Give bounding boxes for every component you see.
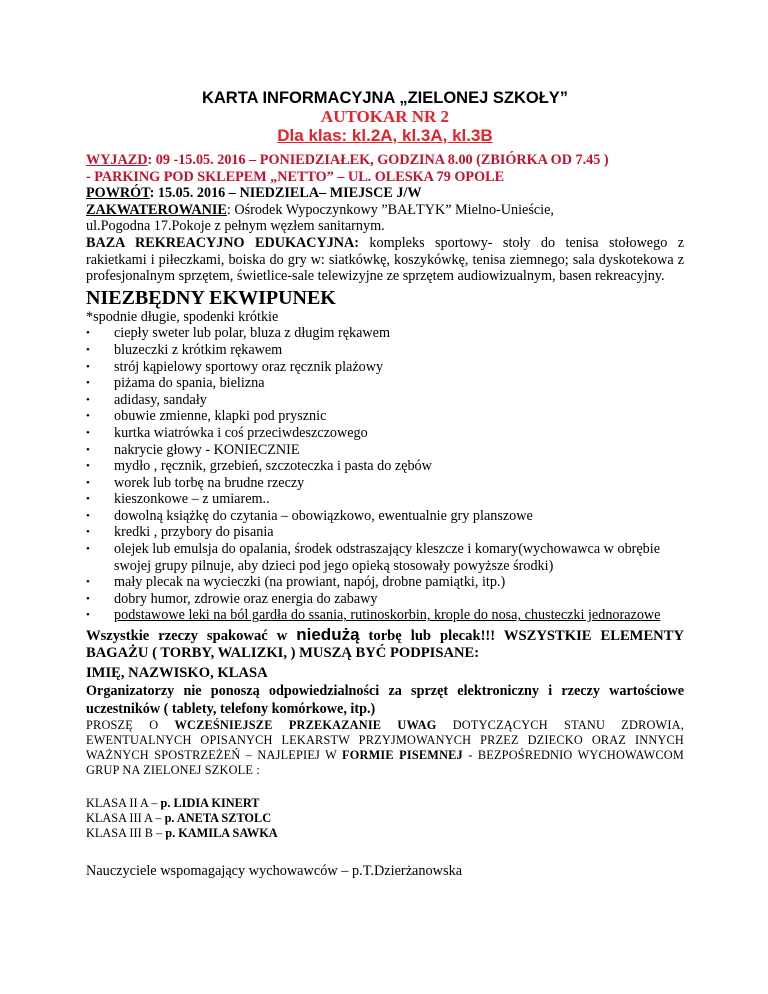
packing-emphasis: niedużą — [296, 625, 360, 645]
packing-post: torbę lub plecak!!! WSZYSTKIE ELEMENTY BAGAŻU ( TORBY, WALIZKI, ) MUSZĄ BYĆ PODPISANE: — [86, 628, 684, 662]
bullet-icon: • — [86, 393, 90, 406]
classes-line: Dla klas: kl.2A, kl.3A, kl.3B — [277, 126, 493, 145]
bullet-icon: • — [86, 592, 90, 605]
bullet-icon: • — [86, 493, 90, 506]
equipment-item — [86, 591, 684, 608]
equipment-item-text: adidasy, sandały — [114, 391, 207, 408]
equipment-item — [86, 475, 684, 492]
bullet-icon: • — [86, 410, 90, 423]
equipment-item — [86, 491, 684, 508]
equipment-heading: NIEZBĘDNY EKWIPUNEK — [86, 286, 336, 309]
teacher-name: p. KAMILA SAWKA — [165, 826, 278, 841]
bullet-icon: • — [86, 543, 90, 556]
equipment-item — [86, 541, 684, 574]
document-title: KARTA INFORMACYJNA „ZIELONEJ SZKOŁY” — [201, 89, 569, 107]
equipment-item — [86, 524, 684, 541]
liability-notice: Organizatorzy nie ponoszą odpowiedzialności za sprzęt elektroniczny i rzeczy wartościowe uczestników ( tablety, telefony komórkowe, itp.) — [86, 683, 684, 717]
class-label: KLASA III B – — [86, 826, 166, 841]
equipment-item-text: dobry humor, zdrowie oraz energia do zabawy — [114, 590, 378, 607]
equipment-item-text: piżama do spania, bielizna — [114, 375, 265, 392]
bullet-icon: • — [86, 377, 90, 390]
class-label: KLASA III A – — [86, 811, 165, 826]
equipment-item-text: obuwie zmienne, klapki pod prysznic — [114, 408, 327, 425]
request-bold: WCZEŚNIEJSZE PRZEKAZANIE UWAG — [174, 718, 437, 733]
bullet-icon: • — [86, 443, 90, 456]
equipment-item-text: dowolną książkę do czytania – obowiązkowo, ewentualnie gry planszowe — [114, 507, 533, 524]
equipment-item-text: bluzeczki z krótkim rękawem — [114, 341, 283, 358]
return-label: POWRÓT — [86, 185, 150, 202]
equipment-item — [86, 359, 684, 376]
accommodation-line — [86, 202, 684, 219]
bullet-icon: • — [86, 609, 90, 622]
packing-notice — [86, 626, 684, 663]
base-label: BAZA REKREACYJNO EDUKACYJNA: — [86, 234, 360, 251]
request-part1: PROSZĘ O — [86, 718, 175, 733]
equipment-item — [86, 325, 684, 342]
equipment-item-text: mały plecak na wycieczki (na prowiant, napój, drobne pamiątki, itp.) — [114, 574, 506, 591]
request-part2: DOTYCZĄCYCH STANU ZDROWIA, EWENTUALNYCH OPISANYCH LEKARSTW PRZYJMOWANYCH PRZEZ DZIECKO ORAZ INNYCH WAŻNYCH SPOSTRZEŻEŃ – NAJLEPIEJ W — [86, 718, 685, 763]
equipment-item-text: ciepły sweter lub polar, bluza z długim rękawem — [114, 325, 390, 342]
equipment-item-text: mydło , ręcznik, grzebień, szczoteczka i pasta do zębów — [114, 458, 432, 475]
equipment-item — [86, 342, 684, 359]
equipment-item-text: olejek lub emulsja do opalania, środek odstraszający kleszcze i komary(wychowawca w obrębie swojej grupy pilnuje, aby dzieci pod jego opieką stosowały powyższe środki) — [114, 541, 661, 574]
request-part3: - BEZPOŚREDNIO WYCHOWAWCOM GRUP NA ZIELONEJ SZKOLE : — [86, 748, 684, 778]
equipment-list — [86, 325, 684, 624]
equipment-item — [86, 607, 684, 624]
bullet-icon: • — [86, 426, 90, 439]
bullet-icon: • — [86, 526, 90, 539]
equipment-item — [86, 574, 684, 591]
equipment-item — [86, 508, 684, 525]
departure-line — [86, 152, 684, 169]
health-request — [86, 718, 684, 778]
accommodation-text: : Ośrodek Wypoczynkowy ”BAŁTYK” Mielno-Unieście, — [226, 201, 554, 218]
bullet-icon: • — [86, 509, 90, 522]
bullet-icon: • — [86, 476, 90, 489]
equipment-item — [86, 408, 684, 425]
bus-number: AUTOKAR NR 2 — [320, 107, 450, 126]
teacher-row — [86, 811, 684, 826]
equipment-item-text: podstawowe leki na ból gardła do ssania, rutinoskorbin, krople do nosa, chusteczki jednorazowe — [114, 607, 661, 624]
teacher-name: p. ANETA SZTOLC — [164, 811, 272, 826]
recreation-base — [86, 235, 684, 285]
equipment-item-text: nakrycie głowy - KONIECZNIE — [114, 441, 300, 458]
request-bold2: FORMIE PISEMNEJ — [342, 748, 463, 763]
teacher-row — [86, 796, 684, 811]
departure-label: WYJAZD — [86, 152, 148, 168]
bullet-icon: • — [86, 460, 90, 473]
equipment-item — [86, 392, 684, 409]
equipment-item-text: kredki , przybory do pisania — [114, 524, 274, 541]
accommodation-label: ZAKWATEROWANIE — [86, 201, 227, 218]
bullet-icon: • — [86, 576, 90, 589]
equipment-item — [86, 458, 684, 475]
label-requirement: IMIĘ, NAZWISKO, KLASA — [86, 664, 268, 681]
document-page — [86, 74, 684, 880]
bullet-icon: • — [86, 343, 90, 356]
teacher-name: p. LIDIA KINERT — [160, 796, 260, 811]
return-text: : 15.05. 2016 – NIEDZIELA– MIEJSCE J/W — [149, 185, 422, 202]
equipment-intro: *spodnie długie, spodenki krótkie — [86, 308, 279, 325]
equipment-item-text: kurtka wiatrówka i coś przeciwdeszczowego — [114, 424, 368, 441]
class-label: KLASA II A – — [86, 796, 161, 811]
base-text: kompleks sportowy- stoły do tenisa stołowego z rakietkami i piłeczkami, boiska do gry w: siatkówkę, koszykówkę, tenisa ziemnego; sala dyskotekowa z profesjonalnym sprzętem, świetlice-sale telewizyjne ze sprzętem audiowizualnym, basen rekreacyjny. — [86, 234, 684, 285]
teacher-list — [86, 796, 684, 841]
equipment-item — [86, 442, 684, 459]
departure-text: : 09 -15.05. 2016 – PONIEDZIAŁEK, GODZINA 8.00 (ZBIÓRKA OD 7.45 ) — [147, 152, 609, 168]
packing-pre: Wszystkie rzeczy spakować w — [86, 628, 297, 645]
equipment-item — [86, 425, 684, 442]
bullet-icon: • — [86, 327, 90, 340]
parking-line: - PARKING POD SKLEPEM „NETTO” – UL. OLESKA 79 OPOLE — [86, 168, 505, 185]
bullet-icon: • — [86, 360, 90, 373]
teacher-row — [86, 826, 684, 841]
equipment-item-text: strój kąpielowy sportowy oraz ręcznik plażowy — [114, 358, 384, 375]
return-line — [86, 185, 684, 202]
equipment-item-text: kieszonkowe – z umiarem.. — [114, 491, 270, 508]
accommodation-line2: ul.Pogodna 17.Pokoje z pełnym węzłem sanitarnym. — [86, 218, 385, 235]
assistant-teachers: Nauczyciele wspomagający wychowawców – p.T.Dzierżanowska — [86, 863, 463, 880]
equipment-item-text: worek lub torbę na brudne rzeczy — [114, 474, 305, 491]
equipment-item — [86, 375, 684, 392]
